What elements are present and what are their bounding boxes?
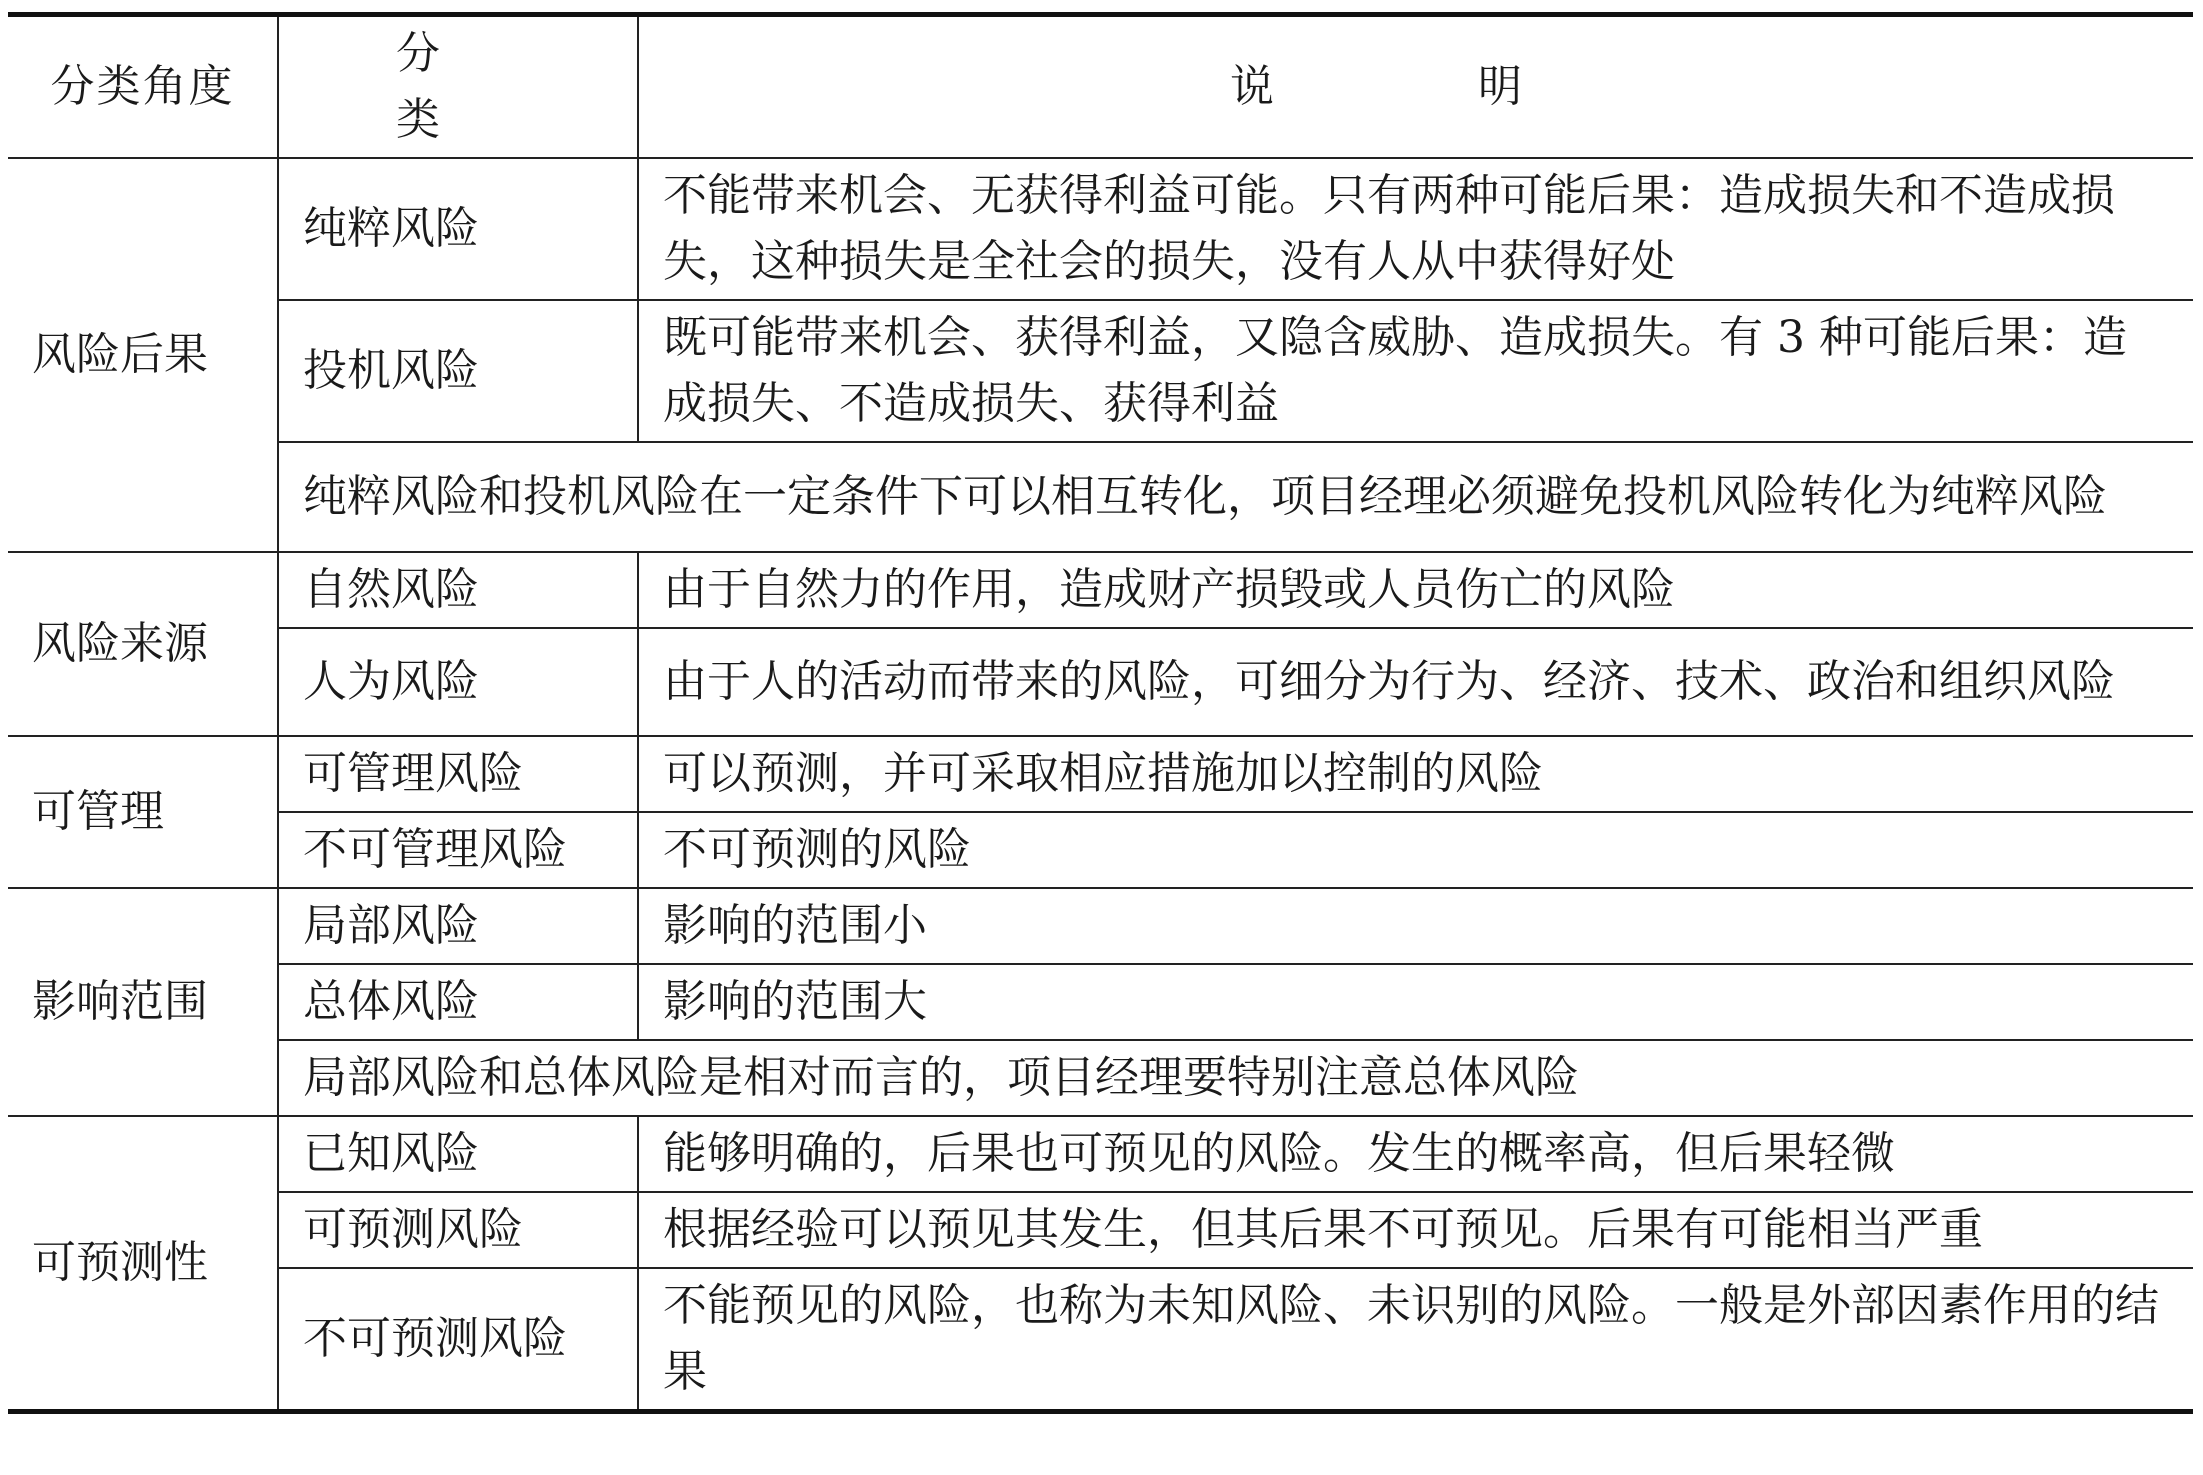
table-row — [8, 888, 2193, 964]
category-cell: 人为风险 — [278, 628, 638, 736]
table-row — [8, 1040, 2193, 1116]
table-header-row — [8, 15, 2193, 159]
description-cell: 由于自然力的作用，造成财产损毁或人员伤亡的风险 — [638, 552, 2193, 628]
table-row — [8, 628, 2193, 736]
category-cell: 自然风险 — [278, 552, 638, 628]
angle-cell: 风险后果 — [8, 158, 278, 552]
description-cell: 不可预测的风险 — [638, 812, 2193, 888]
header-description: 说 明 — [638, 15, 2193, 159]
header-category: 分 类 — [278, 15, 638, 159]
category-cell: 投机风险 — [278, 300, 638, 442]
table-row — [8, 736, 2193, 812]
description-cell: 不能预见的风险，也称为未知风险、未识别的风险。一般是外部因素作用的结果 — [638, 1268, 2193, 1412]
header-classification-angle: 分类角度 — [8, 15, 278, 159]
category-cell: 局部风险 — [278, 888, 638, 964]
note-cell: 纯粹风险和投机风险在一定条件下可以相互转化，项目经理必须避免投机风险转化为纯粹风险 — [278, 442, 2193, 552]
description-cell: 不能带来机会、无获得利益可能。只有两种可能后果：造成损失和不造成损失，这种损失是全社会的损失，没有人从中获得好处 — [638, 158, 2193, 300]
description-cell: 影响的范围大 — [638, 964, 2193, 1040]
table-row — [8, 158, 2193, 300]
note-cell: 局部风险和总体风险是相对而言的，项目经理要特别注意总体风险 — [278, 1040, 2193, 1116]
description-cell: 可以预测，并可采取相应措施加以控制的风险 — [638, 736, 2193, 812]
table-row — [8, 1192, 2193, 1268]
category-cell: 已知风险 — [278, 1116, 638, 1192]
description-cell: 由于人的活动而带来的风险，可细分为行为、经济、技术、政治和组织风险 — [638, 628, 2193, 736]
table-row — [8, 964, 2193, 1040]
category-cell: 可预测风险 — [278, 1192, 638, 1268]
table-row — [8, 1116, 2193, 1192]
risk-classification-table — [8, 12, 2193, 1414]
angle-cell: 风险来源 — [8, 552, 278, 736]
angle-cell: 可管理 — [8, 736, 278, 888]
description-cell: 能够明确的，后果也可预见的风险。发生的概率高，但后果轻微 — [638, 1116, 2193, 1192]
table-row — [8, 442, 2193, 552]
description-cell: 根据经验可以预见其发生，但其后果不可预见。后果有可能相当严重 — [638, 1192, 2193, 1268]
table-row — [8, 1268, 2193, 1412]
description-cell: 影响的范围小 — [638, 888, 2193, 964]
table-row — [8, 812, 2193, 888]
description-cell: 既可能带来机会、获得利益，又隐含威胁、造成损失。有 3 种可能后果：造成损失、不造成损失、获得利益 — [638, 300, 2193, 442]
table-row — [8, 300, 2193, 442]
table-row — [8, 552, 2193, 628]
category-cell: 纯粹风险 — [278, 158, 638, 300]
category-cell: 总体风险 — [278, 964, 638, 1040]
category-cell: 不可预测风险 — [278, 1268, 638, 1412]
document-page — [8, 12, 2193, 1414]
angle-cell: 可预测性 — [8, 1116, 278, 1412]
category-cell: 可管理风险 — [278, 736, 638, 812]
category-cell: 不可管理风险 — [278, 812, 638, 888]
angle-cell: 影响范围 — [8, 888, 278, 1116]
